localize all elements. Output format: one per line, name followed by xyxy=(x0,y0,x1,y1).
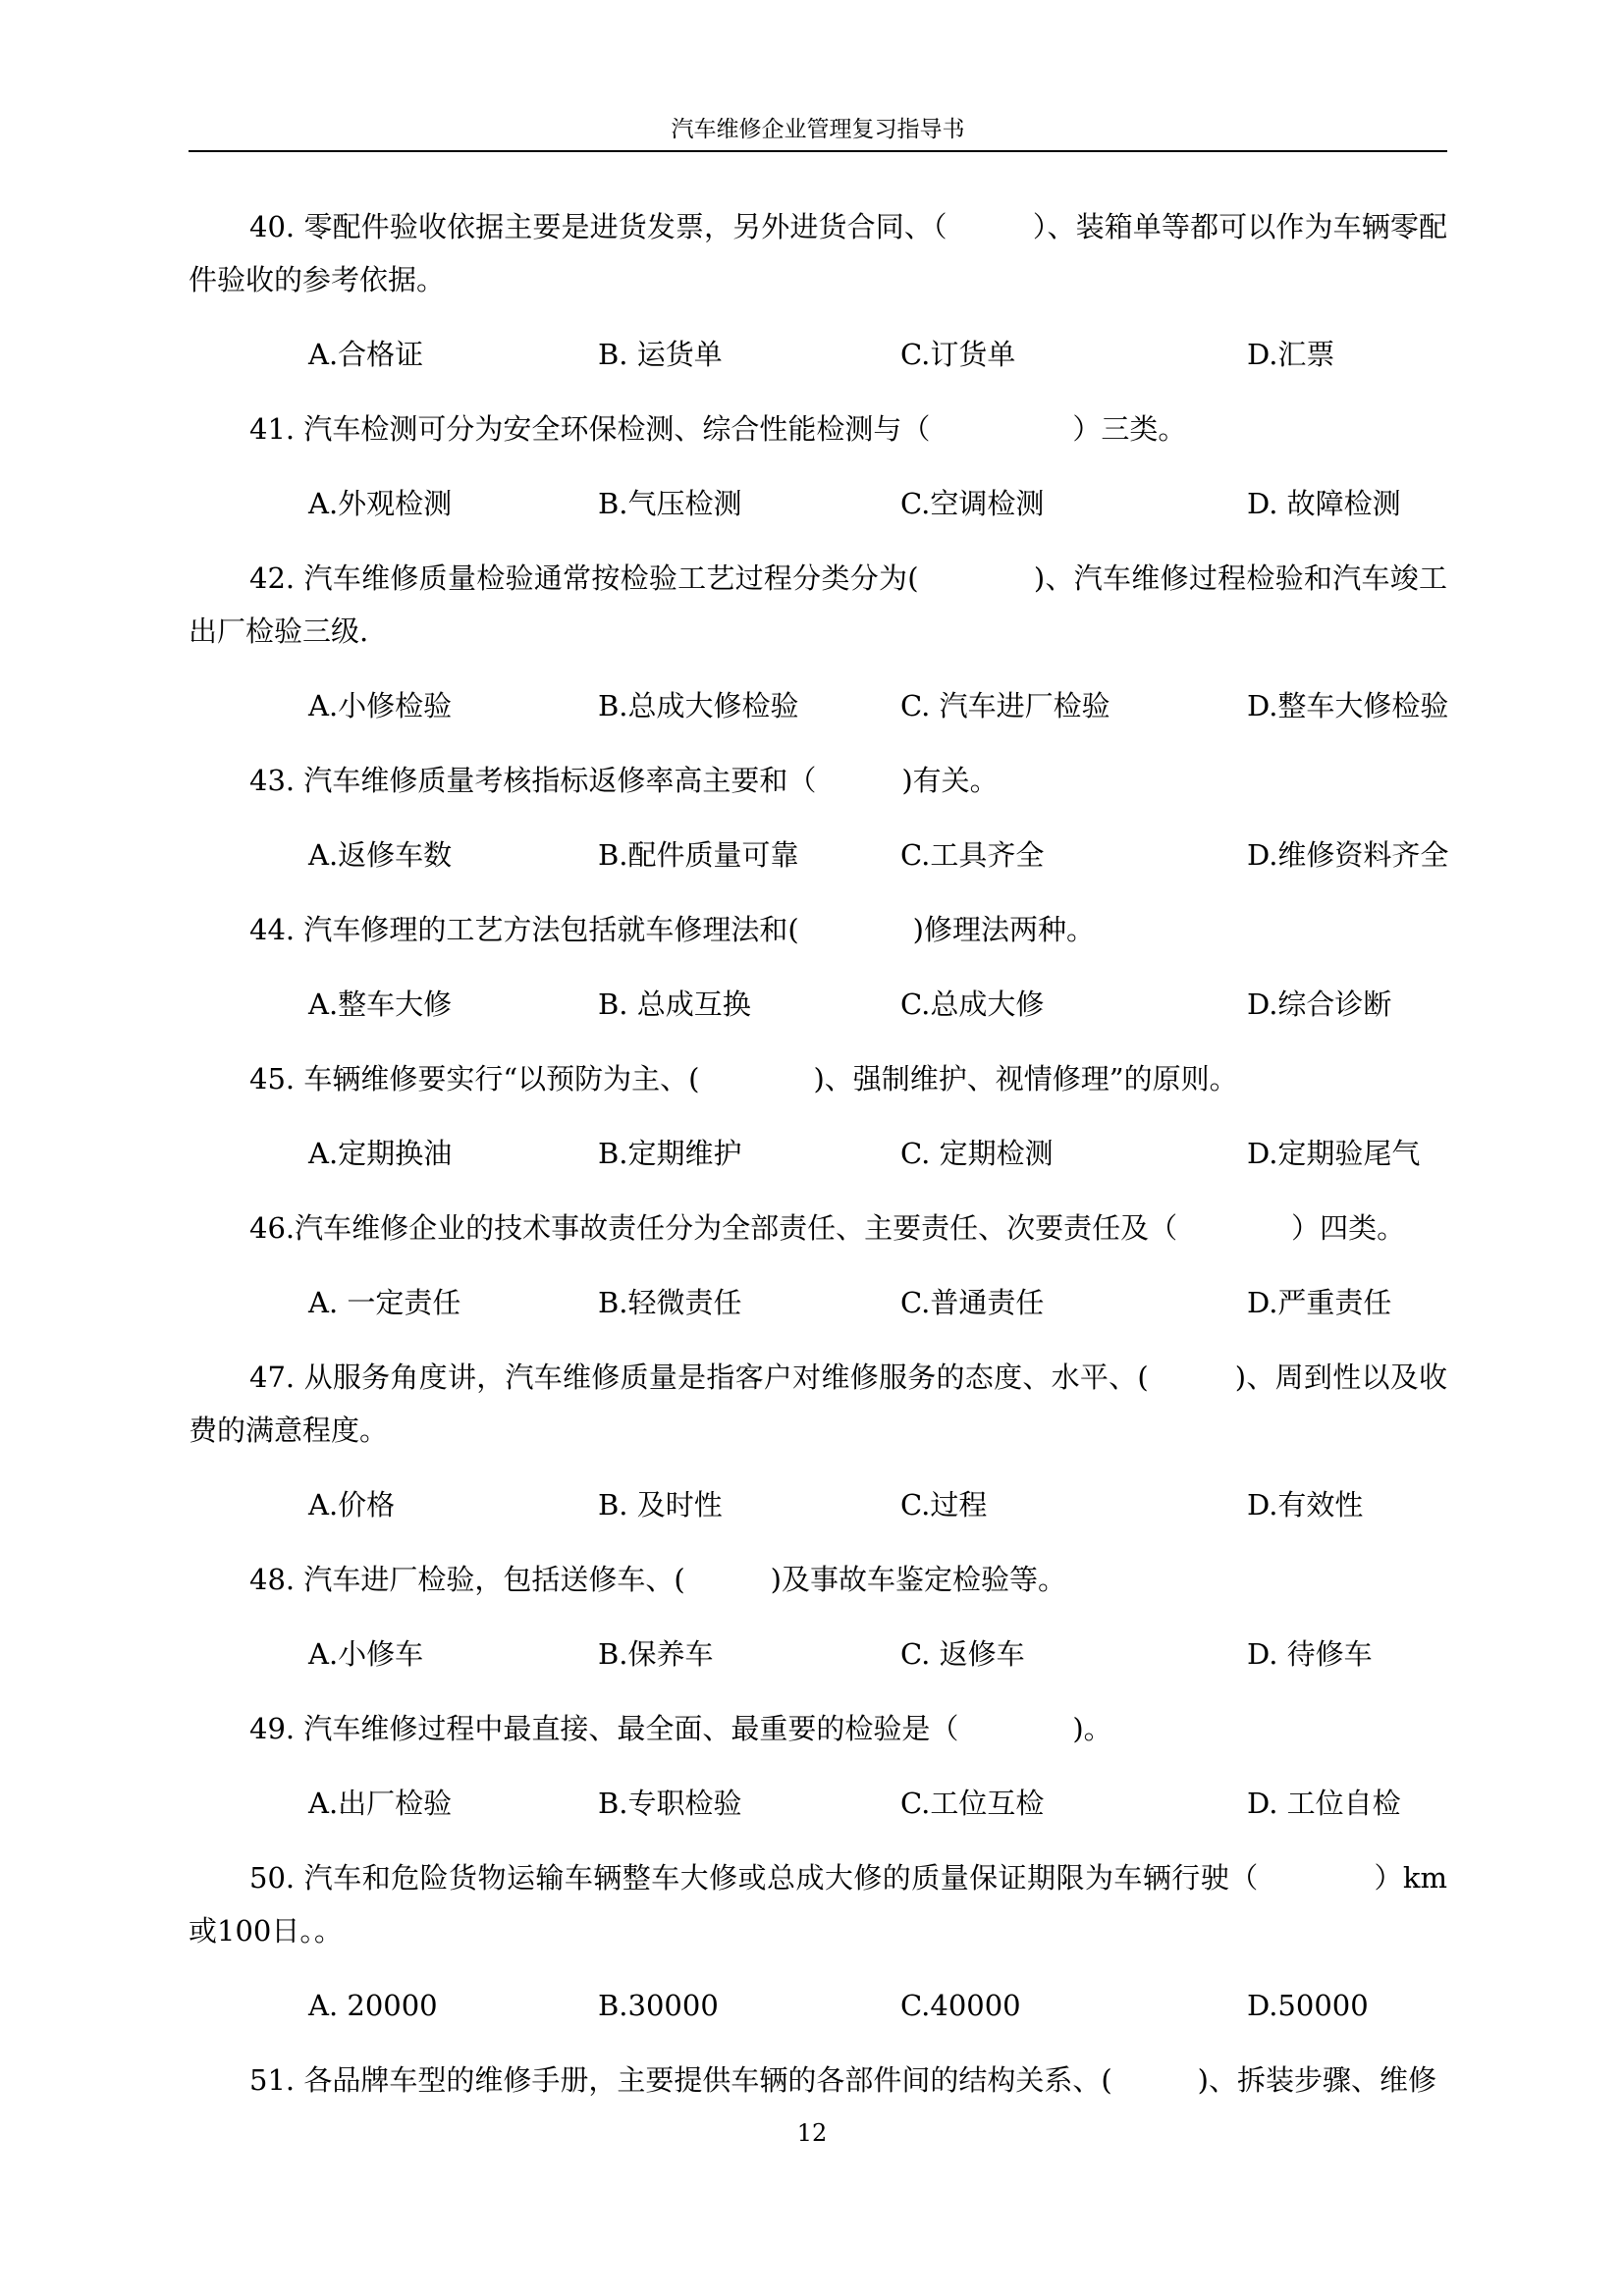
option-d: D.定期验尾气 xyxy=(1247,1137,1421,1170)
option-row xyxy=(189,1628,1447,1681)
option-a: A.出厂检验 xyxy=(308,1787,453,1820)
question-block xyxy=(189,903,1447,1031)
option-b: B.保养车 xyxy=(598,1637,714,1671)
option-row xyxy=(189,1777,1447,1830)
option-a: A.整车大修 xyxy=(308,988,453,1021)
option-row xyxy=(189,828,1447,881)
option-c: C.40000 xyxy=(900,1989,1021,2022)
header-divider xyxy=(189,150,1447,152)
option-d: D. 工位自检 xyxy=(1247,1787,1401,1820)
option-c: C.订货单 xyxy=(900,338,1016,371)
option-a: A.小修车 xyxy=(308,1637,424,1671)
option-row xyxy=(189,1276,1447,1329)
page-number: 12 xyxy=(796,2119,828,2147)
option-b: B. 运货单 xyxy=(598,338,723,371)
option-d: D.维修资料齐全 xyxy=(1247,838,1449,872)
option-b: B.配件质量可靠 xyxy=(598,838,799,872)
question-block xyxy=(189,1351,1447,1531)
option-a: A.返修车数 xyxy=(308,838,453,872)
question-text: 40. 零配件验收依据主要是进货发票，另外进货合同、（ ）、装箱单等都可以作为车辆零配件验收的参考依据。 xyxy=(189,210,1447,296)
option-b: B.30000 xyxy=(598,1989,719,2022)
option-c: C. 汽车进厂检验 xyxy=(900,689,1110,722)
option-d: D.汇票 xyxy=(1247,338,1335,371)
option-c: C.空调检测 xyxy=(900,487,1045,520)
option-row xyxy=(189,1127,1447,1180)
question-text: 50. 汽车和危险货物运输车辆整车大修或总成大修的质量保证期限为车辆行驶（ ）km或100日。。 xyxy=(189,1861,1447,1948)
question-block xyxy=(189,402,1447,530)
option-c: C.过程 xyxy=(900,1488,988,1522)
question-block xyxy=(189,1553,1447,1681)
question-text: 44. 汽车修理的工艺方法包括就车修理法和( )修理法两种。 xyxy=(249,913,1095,946)
option-row xyxy=(189,328,1447,381)
question-text: 48. 汽车进厂检验，包括送修车、( )及事故车鉴定检验等。 xyxy=(249,1563,1066,1596)
option-d: D. 故障检测 xyxy=(1247,487,1401,520)
question-text: 51. 各品牌车型的维修手册，主要提供车辆的各部件间的结构关系、( )、拆装步骤、维修 xyxy=(249,2063,1436,2097)
question-block xyxy=(189,2054,1447,2107)
option-c: C.工位互检 xyxy=(900,1787,1045,1820)
option-row xyxy=(189,1979,1447,2032)
question-block xyxy=(189,1702,1447,1830)
option-c: C.普通责任 xyxy=(900,1286,1045,1319)
question-text: 49. 汽车维修过程中最直接、最全面、最重要的检验是（ )。 xyxy=(249,1712,1112,1745)
question-block xyxy=(189,1201,1447,1329)
option-d: D.综合诊断 xyxy=(1247,988,1392,1021)
option-b: B.定期维护 xyxy=(598,1137,742,1170)
option-d: D.严重责任 xyxy=(1247,1286,1392,1319)
option-a: A.合格证 xyxy=(308,338,424,371)
question-text: 43. 汽车维修质量考核指标返修率高主要和（ )有关。 xyxy=(249,764,999,797)
option-c: C.总成大修 xyxy=(900,988,1045,1021)
option-c: C. 定期检测 xyxy=(900,1137,1054,1170)
option-a: A. 20000 xyxy=(308,1989,438,2022)
option-d: D.整车大修检验 xyxy=(1247,689,1449,722)
question-text: 46.汽车维修企业的技术事故责任分为全部责任、主要责任、次要责任及（ ）四类。 xyxy=(249,1211,1406,1245)
question-block xyxy=(189,1851,1447,2032)
option-d: D. 待修车 xyxy=(1247,1637,1373,1671)
option-row xyxy=(189,1478,1447,1531)
option-a: A. 一定责任 xyxy=(308,1286,461,1319)
option-c: C. 返修车 xyxy=(900,1637,1025,1671)
option-b: B. 及时性 xyxy=(598,1488,723,1522)
question-text: 42. 汽车维修质量检验通常按检验工艺过程分类分为( )、汽车维修过程检验和汽车竣工出厂检验三级. xyxy=(189,561,1447,648)
question-block xyxy=(189,754,1447,881)
option-b: B.轻微责任 xyxy=(598,1286,742,1319)
question-block xyxy=(189,552,1447,732)
question-block xyxy=(189,1052,1447,1180)
option-c: C.工具齐全 xyxy=(900,838,1045,872)
option-row xyxy=(189,679,1447,732)
option-b: B.气压检测 xyxy=(598,487,742,520)
option-a: A.价格 xyxy=(308,1488,396,1522)
option-d: D.50000 xyxy=(1247,1989,1369,2022)
question-list xyxy=(189,200,1447,2107)
question-block xyxy=(189,200,1447,381)
option-b: B.总成大修检验 xyxy=(598,689,799,722)
question-text: 41. 汽车检测可分为安全环保检测、综合性能检测与（ ）三类。 xyxy=(249,412,1187,446)
option-a: A.小修检验 xyxy=(308,689,453,722)
question-text: 47. 从服务角度讲，汽车维修质量是指客户对维修服务的态度、水平、( )、周到性以及收费的满意程度。 xyxy=(189,1361,1447,1447)
page-header-title: 汽车维修企业管理复习指导书 xyxy=(671,117,965,142)
option-b: B.专职检验 xyxy=(598,1787,742,1820)
question-text: 45. 车辆维修要实行“以预防为主、( )、强制维护、视情修理”的原则。 xyxy=(249,1062,1238,1095)
option-a: A.定期换油 xyxy=(308,1137,453,1170)
option-a: A.外观检测 xyxy=(308,487,453,520)
option-d: D.有效性 xyxy=(1247,1488,1364,1522)
option-b: B. 总成互换 xyxy=(598,988,751,1021)
option-row xyxy=(189,477,1447,530)
option-row xyxy=(189,978,1447,1031)
